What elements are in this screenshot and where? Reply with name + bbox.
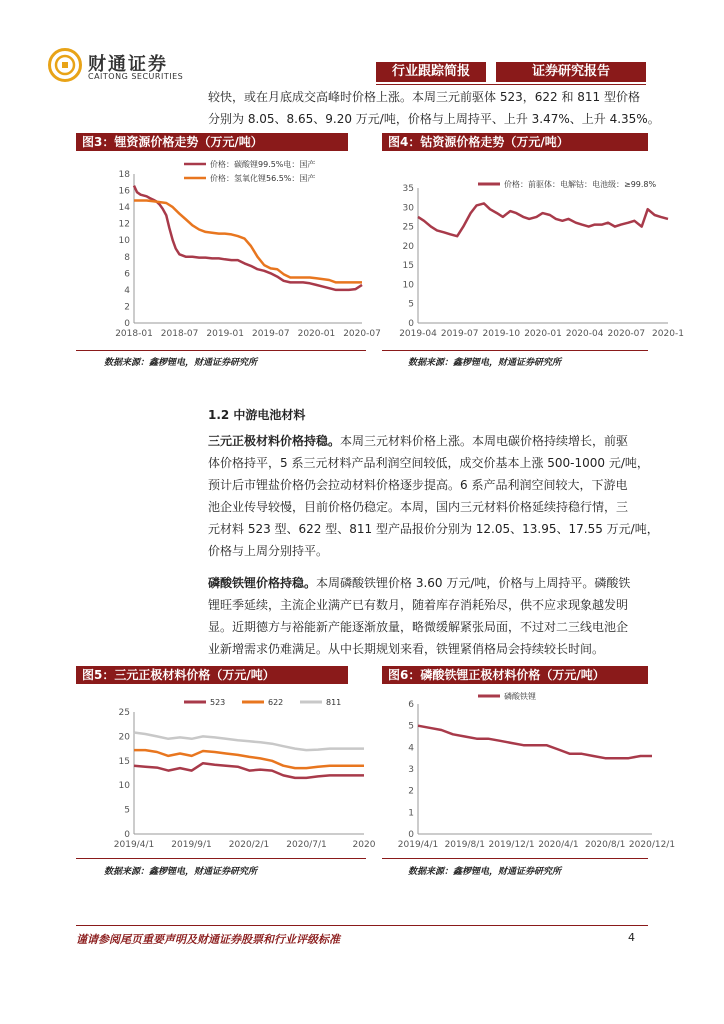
- x-tick-label: 2019/12/1: [488, 840, 535, 850]
- legend-label: 价格：前驱体：电解钴：电池级：≥99.8%: [504, 180, 657, 189]
- legend-label: 磷酸铁锂: [504, 692, 536, 701]
- paragraph-line: [208, 430, 628, 452]
- y-tick-label: 0: [408, 830, 414, 840]
- y-tick-label: 4: [408, 743, 414, 754]
- y-tick-label: 5: [408, 299, 414, 310]
- x-tick-label: 2020-01: [524, 329, 562, 339]
- y-tick-label: 10: [402, 280, 414, 291]
- paragraph-line: 锂旺季延续，主流企业满产已有数月，随着库存消耗殆尽，供不应求现象越发明: [208, 598, 629, 612]
- y-tick-label: 0: [408, 319, 414, 329]
- paragraph-line: 业新增需求仍难满足。从中长期规划来看，铁锂紧俏格局会持续较长时间。: [208, 642, 605, 656]
- series-line-2: [134, 733, 364, 751]
- legend-label: 价格：碳酸锂99.5%电：国产: [210, 160, 316, 169]
- y-tick-label: 12: [118, 219, 130, 230]
- ncm-cathode-price-chart: [76, 686, 376, 856]
- y-tick-label: 10: [118, 236, 130, 247]
- y-tick-label: 20: [118, 732, 130, 743]
- x-tick-label: 2019/9/1: [171, 840, 212, 850]
- coin-logo-icon: [48, 48, 82, 82]
- company-logo: [48, 48, 188, 88]
- y-tick-label: 2: [408, 786, 414, 797]
- figure-4-source: 数据来源：鑫椤锂电，财通证券研究所: [408, 358, 562, 368]
- y-tick-label: 14: [118, 203, 130, 214]
- x-tick-label: 2020/12/1: [628, 840, 676, 850]
- paragraph-text: 本周三元材料价格上涨。本周电碳价格持续增长，前驱: [340, 434, 629, 448]
- figure-6-source: 数据来源：鑫椤锂电，财通证券研究所: [408, 867, 562, 877]
- series-line-0: [418, 203, 668, 236]
- paragraph-line: 元材料 523 型、622 型、811 型产品报价分别为 12.05、13.95、17.55 万元/吨，: [208, 522, 659, 536]
- x-tick-label: 2020/2/1: [228, 840, 270, 850]
- figure-divider: [382, 858, 648, 859]
- x-tick-label: 2019-07: [251, 329, 290, 339]
- x-tick-label: 2020-1: [652, 329, 684, 339]
- x-tick-label: 2020-07: [343, 329, 381, 339]
- y-tick-label: 15: [118, 756, 130, 767]
- logo-name-en: CAITONG SECURITIES: [88, 72, 184, 81]
- paragraph-line: 体价格持平，5 系三元材料产品利润空间较低，成交价基本上涨 500-1000 元/吨，: [208, 456, 649, 470]
- y-tick-label: 4: [124, 285, 130, 296]
- y-tick-label: 8: [124, 252, 130, 263]
- legend-label: 622: [268, 698, 284, 707]
- header-divider: [376, 84, 646, 85]
- body-text-line: 分别为 8.05、8.65、9.20 万元/吨，价格与上周持平、上升 3.47%、上升 4.35%。: [208, 112, 660, 126]
- x-tick-label: 2018-01: [115, 329, 153, 339]
- figure-divider: [76, 858, 366, 859]
- figure-3-source: 数据来源：鑫椤锂电，财通证券研究所: [104, 358, 258, 368]
- lithium-price-chart: [76, 152, 381, 345]
- paragraph-line: [208, 572, 630, 594]
- x-tick-label: 2018-07: [160, 329, 199, 339]
- lfp-cathode-price-chart: [382, 686, 676, 856]
- figure-5-title: 图5：三元正极材料价格（万元/吨）: [76, 666, 348, 684]
- y-tick-label: 35: [402, 184, 414, 194]
- x-tick-label: 2020-07: [607, 329, 646, 339]
- y-tick-label: 3: [408, 765, 414, 775]
- x-tick-label: 2019-07: [440, 329, 479, 339]
- paragraph-line: 预计后市锂盐价格仍会拉动材料价格逐步提高。6 系产品利润空间较大，下游电: [208, 478, 628, 492]
- legend-label: 价格：氢氧化锂56.5%：国产: [210, 174, 316, 183]
- y-tick-label: 16: [118, 186, 130, 197]
- figure-6-title: 图6：磷酸铁锂正极材料价格（万元/吨）: [382, 666, 648, 684]
- y-tick-label: 25: [402, 222, 414, 233]
- logo-name-cn: 财通证券: [88, 54, 168, 75]
- figure-divider: [76, 350, 366, 351]
- y-tick-label: 1: [408, 808, 414, 819]
- paragraph-lead: 三元正极材料价格持稳。: [208, 434, 341, 448]
- figure-divider: [382, 350, 648, 351]
- x-tick-label: 2019-04: [399, 329, 437, 339]
- x-tick-label: 2019-10: [482, 329, 521, 339]
- body-text-line: 较快，或在月底成交高峰时价格上涨。本周三元前驱体 523，622 和 811 型价格: [208, 90, 640, 104]
- series-line-0: [134, 186, 362, 290]
- y-tick-label: 0: [124, 830, 130, 840]
- cobalt-price-chart: [382, 152, 684, 345]
- figure-3-title: 图3：锂资源价格走势（万元/吨）: [76, 133, 348, 151]
- y-tick-label: 30: [402, 203, 414, 214]
- y-tick-label: 20: [402, 241, 414, 252]
- x-tick-label: 2020-04: [565, 329, 604, 339]
- series-line-0: [418, 726, 652, 759]
- x-tick-label: 2020: [352, 840, 376, 850]
- series-line-1: [134, 750, 364, 768]
- x-tick-label: 2020/7/1: [286, 840, 327, 850]
- legend-label: 523: [210, 698, 226, 707]
- paragraph-lead: 磷酸铁锂价格持稳。: [208, 576, 317, 590]
- header-tag-report: 证券研究报告: [496, 62, 646, 82]
- y-tick-label: 0: [124, 319, 130, 329]
- x-tick-label: 2019-01: [206, 329, 245, 339]
- y-tick-label: 10: [118, 781, 130, 792]
- y-tick-label: 5: [408, 721, 414, 732]
- section-heading: 1.2 中游电池材料: [208, 408, 306, 422]
- figure-4-title: 图4：钴资源价格走势（万元/吨）: [382, 133, 648, 151]
- legend-label: 811: [326, 698, 342, 707]
- page-number: 4: [628, 931, 635, 944]
- x-tick-label: 2020/8/1: [584, 840, 626, 850]
- y-tick-label: 25: [118, 708, 130, 718]
- x-tick-label: 2019/4/1: [397, 840, 439, 850]
- paragraph-text: 本周磷酸铁锂价格 3.60 万元/吨，价格与上周持平。磷酸铁: [316, 576, 631, 590]
- y-tick-label: 18: [118, 170, 130, 180]
- header-tag-brief: 行业跟踪简报: [376, 62, 486, 82]
- y-tick-label: 6: [124, 269, 130, 280]
- y-tick-label: 6: [408, 700, 414, 710]
- paragraph-line: 显。近期德方与裕能新产能逐渐放量，略微缓解紧张局面，不过对二三线电池企: [208, 620, 629, 634]
- y-tick-label: 5: [124, 805, 130, 816]
- x-tick-label: 2019/8/1: [444, 840, 486, 850]
- x-tick-label: 2019/4/1: [113, 840, 155, 850]
- footer-disclaimer: 谨请参阅尾页重要声明及财通证券股票和行业评级标准: [76, 933, 340, 946]
- x-tick-label: 2020-01: [297, 329, 336, 339]
- paragraph-line: 价格与上周分别持平。: [208, 544, 329, 558]
- y-tick-label: 15: [402, 261, 414, 272]
- footer-divider: [76, 925, 648, 926]
- paragraph-line: 池企业传导较慢，目前价格仍稳定。本周，国内三元材料价格延续持稳行情，三: [208, 500, 629, 514]
- figure-5-source: 数据来源：鑫椤锂电，财通证券研究所: [104, 867, 258, 877]
- y-tick-label: 2: [124, 302, 130, 313]
- x-tick-label: 2020/4/1: [538, 840, 579, 850]
- series-line-1: [134, 201, 362, 283]
